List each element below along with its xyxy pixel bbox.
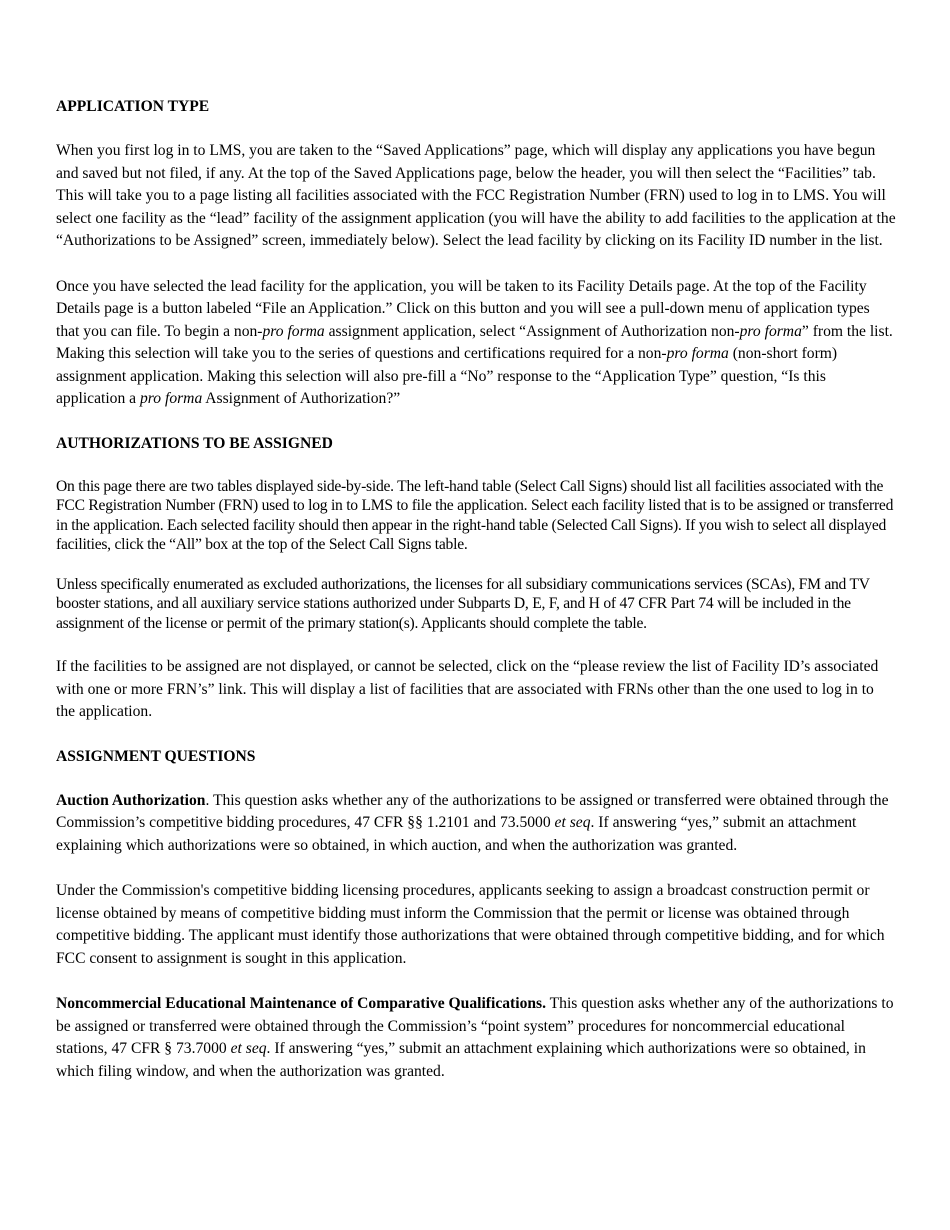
paragraph-saved-applications: When you first log in to LMS, you are taken to the “Saved Applications” page, which will display any applications you have begun and saved but not filed, if any. At the top of the Saved Applications page, below the header, you will then select the “Facilities” tab. This will take you to a page listing all facilities associated with the FCC Registration Number (FRN) used to log in to LMS. You will select one facility as the “lead” facility of the assignment application (you will have the ability to add facilities to the application at the “Authorizations to be Assigned” screen, immediately below). Select the lead facility by clicking on its Facility ID number in the list. bbox=[56, 142, 896, 249]
paragraph-facilities-not-displayed: If the facilities to be assigned are not displayed, or cannot be selected, click on the “please review the list of Facility ID’s associated with one or more FRN’s” link. This will display a list of facilities that are associated with FRNs other than the one used to log in to the application. bbox=[56, 658, 879, 720]
paragraph-file-an-application: Once you have selected the lead facility for the application, you will be taken to its Facility Details page. At the top of the Facility Details page is a button labeled “File an Application.” Click on this button and you will see a pull-down menu of application types that you can file. To begin a non-pro forma assignment application, select “Assignment of Authorization non-pro forma” from the list. Making this selection will take you to the series of questions and certifications required for a non-pro forma (non-short form) assignment application. Making this selection will also pre-fill a “No” response to the “Application Type” question, “Is this application a pro forma Assignment of Authorization?” bbox=[56, 277, 893, 407]
auction-authorization-label: Auction Authorization bbox=[56, 791, 206, 809]
paragraph-nce-comparative-qualifications: Noncommercial Educational Maintenance of Comparative Qualifications. This question asks whether any of the authorizations to be assigned or transferred were obtained through the Commission’s “point system” procedures for noncommercial educational stations, 47 CFR § 73.7000 et seq. If answering “yes,” submit an attachment explaining which authorizations were so obtained, in which filing window, and when the authorization was granted. bbox=[56, 995, 894, 1080]
paragraph-auction-authorization: Auction Authorization. This question asks whether any of the authorizations to be assigned or transferred were obtained through the Commission’s competitive bidding procedures, 47 CFR §§ 1.2101 and 73.5000 et seq. If answering “yes,” submit an attachment explaining which authorizations were so obtained, in which auction, and when the authorization was granted. bbox=[56, 791, 889, 854]
document-page bbox=[56, 96, 896, 1083]
section-heading-authorizations: AUTHORIZATIONS TO BE ASSIGNED bbox=[56, 434, 333, 452]
paragraph-competitive-bidding: Under the Commission's competitive bidding licensing procedures, applicants seeking to assign a broadcast construction permit or license obtained by means of competitive bidding must inform the Commission that the permit or license was obtained through competitive bidding. The applicant must identify those authorizations that were obtained through competitive bidding, and for which FCC consent to assignment is sought in this application. bbox=[56, 882, 885, 967]
paragraph-excluded-authorizations: Unless specifically enumerated as excluded authorizations, the licenses for all subsidiary communications services (SCAs), FM and TV booster stations, and all auxiliary service stations authorized under Subparts D, E, F, and H of 47 CFR Part 74 will be included in the assignment of the license or permit of the primary station(s). Applicants should complete the table. bbox=[56, 575, 870, 632]
section-heading-assignment-questions: ASSIGNMENT QUESTIONS bbox=[56, 747, 256, 765]
nce-label: Noncommercial Educational Maintenance of Comparative Qualifications. bbox=[56, 995, 547, 1012]
section-heading-application-type: APPLICATION TYPE bbox=[56, 98, 210, 115]
paragraph-select-call-signs: On this page there are two tables displayed side-by-side. The left-hand table (Select Call Signs) should list all facilities associated with the FCC Registration Number (FRN) used to log in to LMS to file the application. Select each facility listed that is to be assigned or transferred in the application. Each selected facility should then appear in the right-hand table (Selected Call Signs). If you wish to select all displayed facilities, click the “All” box at the top of the Select Call Signs table. bbox=[56, 477, 894, 553]
